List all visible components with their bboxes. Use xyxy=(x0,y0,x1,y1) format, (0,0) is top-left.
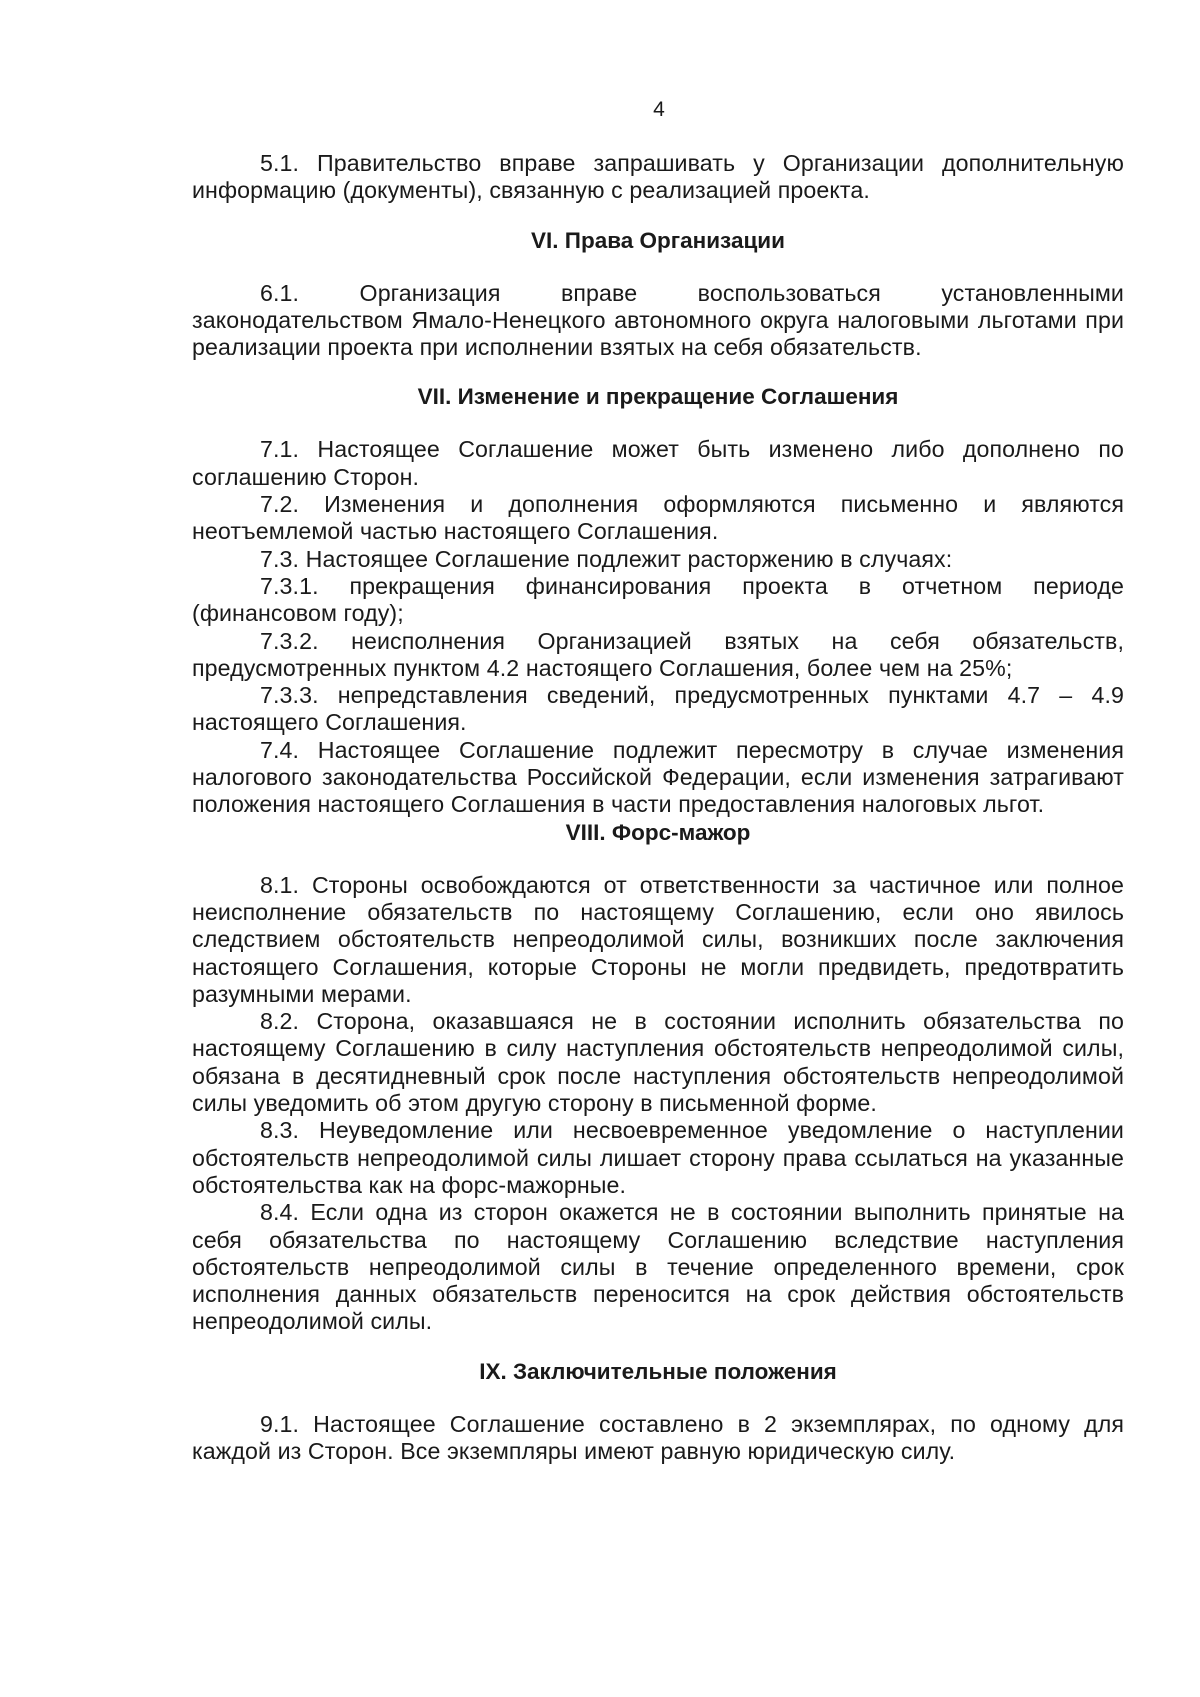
clause-7-2: 7.2. Изменения и дополнения оформляются письменно и являются неотъемлемой частью настоящего Соглашения. xyxy=(192,491,1124,545)
clause-6-1: 6.1. Организация вправе воспользоваться установленными законодательством Ямало-Ненецкого автономного округа налоговыми льготами при реализации проекта при исполнении взятых на себя обязательств. xyxy=(192,279,1124,361)
page-number: 4 xyxy=(653,98,665,121)
spacer xyxy=(192,205,1124,227)
section-heading-8: VIII. Форс-мажор xyxy=(565,819,751,845)
document-body xyxy=(192,150,1124,1465)
clause-7-3-3: 7.3.3. непредставления сведений, предусмотренных пунктами 4.7 – 4.9 настоящего Соглашения. xyxy=(192,682,1124,736)
clause-7-1: 7.1. Настоящее Соглашение может быть изменено либо дополнено по соглашению Сторон. xyxy=(192,436,1124,490)
clause-8-3: 8.3. Неуведомление или несвоевременное уведомление о наступлении обстоятельств непреодолимой силы лишает сторону права ссылаться на указанные обстоятельства как на форс-мажорные. xyxy=(192,1117,1124,1198)
spacer xyxy=(192,1385,1124,1411)
spacer xyxy=(192,410,1124,436)
clause-7-4: 7.4. Настоящее Соглашение подлежит пересмотру в случае изменения налогового законодательства Российской Федерации, если изменения затрагивают положения настоящего Соглашения в части предоставления налоговых льгот. xyxy=(192,736,1124,818)
clause-7-3-2: 7.3.2. неисполнения Организацией взятых на себя обязательств, предусмотренных пунктом 4.2 настоящего Соглашения, более чем на 25%; xyxy=(192,627,1124,681)
spacer xyxy=(192,1336,1124,1358)
spacer xyxy=(192,846,1124,872)
clause-7-3: 7.3. Настоящее Соглашение подлежит расторжению в случаях: xyxy=(260,545,953,572)
section-heading-7: VII. Изменение и прекращение Соглашения xyxy=(417,384,899,410)
section-heading-9: IX. Заключительные положения xyxy=(479,1358,837,1384)
clause-8-1: 8.1. Стороны освобождаются от ответственности за частичное или полное неисполнение обязательств по настоящему Соглашению, если оно явилось следствием обстоятельств непреодолимой силы, возникших после заключения настоящего Соглашения, которые Стороны не могли предвидеть, предотвратить разумными мерами. xyxy=(192,871,1124,1007)
clause-7-3-1: 7.3.1. прекращения финансирования проекта в отчетном периоде (финансовом году); xyxy=(192,572,1124,627)
clause-8-4: 8.4. Если одна из сторон окажется не в состоянии выполнить принятые на себя обязательства по настоящему Соглашению вследствие наступления обстоятельств непреодолимой силы в течение определенного времени, срок исполнения данных обязательств переносится на срок действия обстоятельств непреодолимой силы. xyxy=(192,1199,1124,1335)
clause-5-1: 5.1. Правительство вправе запрашивать у Организации дополнительную информацию (документы), связанную с реализацией проекта. xyxy=(192,150,1124,204)
clause-8-2: 8.2. Сторона, оказавшаяся не в состоянии исполнить обязательства по настоящему Соглашению в силу наступления обстоятельств непреодолимой силы, обязана в десятидневный срок после наступления обстоятельств непреодолимой силы уведомить об этом другую сторону в письменной форме. xyxy=(192,1008,1124,1117)
clause-9-1: 9.1. Настоящее Соглашение составлено в 2 экземплярах, по одному для каждой из Сторон. Все экземпляры имеют равную юридическую силу. xyxy=(192,1410,1124,1464)
spacer xyxy=(192,361,1124,383)
spacer xyxy=(192,254,1124,280)
section-heading-6: VI. Права Организации xyxy=(531,227,785,253)
